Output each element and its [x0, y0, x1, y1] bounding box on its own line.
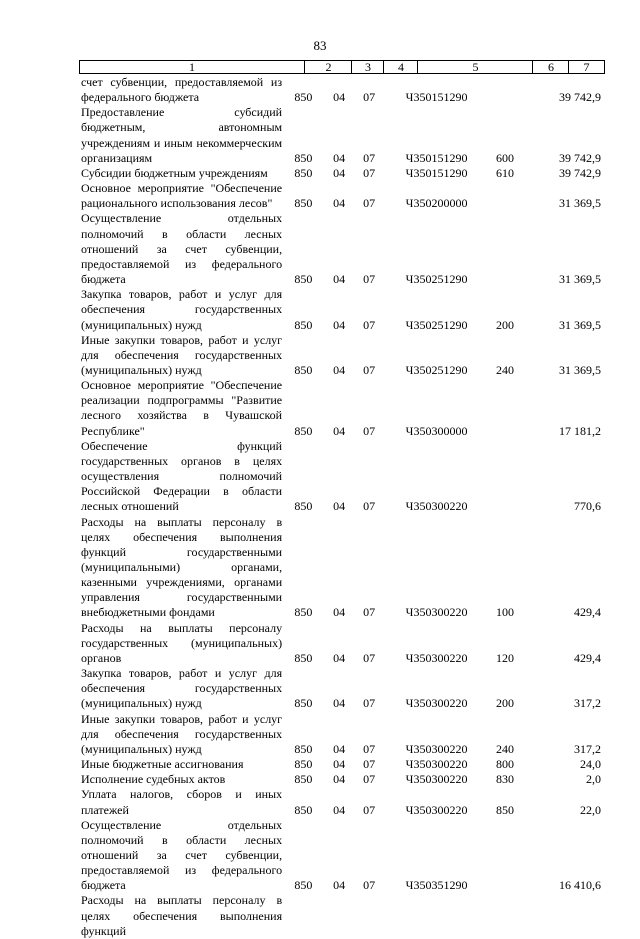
row-section: 04 [333, 90, 346, 105]
row-subsection: 07 [363, 772, 376, 787]
table-row [79, 893, 605, 938]
row-description: Обеспечение функций государственных органов в целях осуществления полномочий Российской Федерации в области лесных отношений [81, 438, 283, 514]
row-amount: 429,4 [573, 650, 601, 665]
row-section: 04 [333, 605, 346, 620]
row-section: 04 [333, 741, 346, 756]
row-section: 04 [333, 772, 346, 787]
row-section: 04 [333, 423, 346, 438]
row-target-code: Ч350300000 [405, 423, 468, 438]
row-section: 04 [333, 196, 346, 211]
row-target-code: Ч350251290 [405, 362, 468, 377]
header-col-7: 7 [568, 61, 604, 73]
row-ministry-code: 850 [294, 362, 313, 377]
table-row [79, 757, 605, 772]
row-target-code: Ч350300220 [405, 605, 468, 620]
row-ministry-code: 850 [294, 757, 313, 772]
row-description: Закупка товаров, работ и услуг для обеспечения государственных (муниципальных) нужд [81, 666, 283, 711]
row-target-code: Ч350200000 [405, 196, 468, 211]
row-expense-type: 850 [495, 802, 514, 817]
row-description: Осуществление отдельных полномочий в области лесных отношений за счет субвенции, предоставляемой из федерального бюджета [81, 211, 283, 287]
row-expense-type: 830 [495, 772, 514, 787]
row-description: Иные закупки товаров, работ и услуг для обеспечения государственных (муниципальных) нужд [81, 332, 283, 377]
row-description: Закупка товаров, работ и услуг для обеспечения государственных (муниципальных) нужд [81, 287, 283, 332]
row-amount: 770,6 [573, 499, 601, 514]
row-subsection: 07 [363, 423, 376, 438]
header-col-1: 1 [189, 60, 195, 74]
row-amount: 31 369,5 [558, 317, 601, 332]
header-col-3: 3 [351, 61, 384, 73]
row-amount: 31 369,5 [558, 196, 601, 211]
row-ministry-code: 850 [294, 741, 313, 756]
table-row [79, 75, 605, 105]
row-section: 04 [333, 362, 346, 377]
row-amount: 17 181,2 [558, 423, 601, 438]
row-section: 04 [333, 499, 346, 514]
row-amount: 2,0 [585, 772, 601, 787]
row-description: Иные закупки товаров, работ и услуг для обеспечения государственных (муниципальных) нужд [81, 711, 283, 756]
row-subsection: 07 [363, 802, 376, 817]
row-target-code: Ч350300220 [405, 757, 468, 772]
row-ministry-code: 850 [294, 272, 313, 287]
row-expense-type: 240 [495, 741, 514, 756]
row-section: 04 [333, 150, 346, 165]
row-description: Расходы на выплаты персоналу государственных (муниципальных) органов [81, 620, 283, 665]
row-target-code: Ч350300220 [405, 650, 468, 665]
row-description: Иные бюджетные ассигнования [81, 757, 244, 772]
header-col-5: 5 [417, 61, 533, 73]
row-section: 04 [333, 272, 346, 287]
header-col-6: 6 [532, 61, 569, 73]
row-amount: 31 369,5 [558, 272, 601, 287]
row-expense-type: 610 [495, 165, 514, 180]
row-ministry-code: 850 [294, 772, 313, 787]
row-target-code: Ч350251290 [405, 272, 468, 287]
row-subsection: 07 [363, 650, 376, 665]
table-row [79, 515, 605, 621]
row-description: Субсидии бюджетным учреждениям [81, 165, 268, 180]
row-subsection: 07 [363, 696, 376, 711]
row-expense-type: 240 [495, 362, 514, 377]
row-target-code: Ч350300220 [405, 499, 468, 514]
row-description: Расходы на выплаты персоналу в целях обеспечения выполнения функций [81, 893, 283, 938]
row-amount: 31 369,5 [558, 362, 601, 377]
table-row [79, 181, 605, 211]
row-ministry-code: 850 [294, 696, 313, 711]
row-subsection: 07 [363, 757, 376, 772]
row-description: Предоставление субсидий бюджетным, автономным учреждениям и иным некоммерческим организациям [81, 105, 283, 165]
row-ministry-code: 850 [294, 605, 313, 620]
row-subsection: 07 [363, 499, 376, 514]
row-amount: 39 742,9 [558, 165, 601, 180]
row-target-code: Ч350300220 [405, 696, 468, 711]
row-target-code: Ч350300220 [405, 772, 468, 787]
row-target-code: Ч350300220 [405, 741, 468, 756]
table-row [79, 287, 605, 332]
row-amount: 39 742,9 [558, 150, 601, 165]
row-subsection: 07 [363, 741, 376, 756]
page-number: 83 [313, 38, 327, 53]
row-expense-type: 200 [495, 317, 514, 332]
table-row [79, 772, 605, 787]
row-description: счет субвенции, предоставляемой из федерального бюджета [81, 75, 283, 105]
table-row [79, 712, 605, 757]
row-subsection: 07 [363, 165, 376, 180]
row-section: 04 [333, 165, 346, 180]
row-amount: 22,0 [579, 802, 601, 817]
table-body [79, 75, 605, 939]
row-target-code: Ч350151290 [405, 90, 468, 105]
row-target-code: Ч350151290 [405, 165, 468, 180]
table-row [79, 818, 605, 894]
row-description: Исполнение судебных актов [81, 772, 226, 787]
row-subsection: 07 [363, 90, 376, 105]
row-amount: 24,0 [579, 757, 601, 772]
row-expense-type: 800 [495, 757, 514, 772]
row-amount: 429,4 [573, 605, 601, 620]
row-ministry-code: 850 [294, 90, 313, 105]
row-target-code: Ч350300220 [405, 802, 468, 817]
table-row [79, 621, 605, 666]
row-ministry-code: 850 [294, 423, 313, 438]
header-col-4: 4 [383, 61, 418, 73]
row-section: 04 [333, 802, 346, 817]
row-description: Осуществление отдельных полномочий в области лесных отношений за счет субвенции, предоставляемой из федерального бюджета [81, 817, 283, 893]
row-section: 04 [333, 757, 346, 772]
table-row [79, 211, 605, 287]
row-subsection: 07 [363, 196, 376, 211]
row-subsection: 07 [363, 878, 376, 893]
row-subsection: 07 [363, 317, 376, 332]
row-ministry-code: 850 [294, 317, 313, 332]
row-ministry-code: 850 [294, 150, 313, 165]
row-ministry-code: 850 [294, 878, 313, 893]
table-row [79, 105, 605, 166]
header-col-2: 2 [304, 61, 352, 73]
table-row [79, 166, 605, 181]
table-row [79, 378, 605, 439]
row-expense-type: 200 [495, 696, 514, 711]
row-section: 04 [333, 878, 346, 893]
row-expense-type: 600 [495, 150, 514, 165]
row-description: Основное мероприятие "Обеспечение реализации подпрограммы "Развитие лесного хозяйства в Чувашской Республике" [81, 378, 283, 438]
row-amount: 39 742,9 [558, 90, 601, 105]
row-description: Уплата налогов, сборов и иных платежей [81, 787, 283, 817]
row-subsection: 07 [363, 272, 376, 287]
row-target-code: Ч350351290 [405, 878, 468, 893]
row-ministry-code: 850 [294, 650, 313, 665]
row-amount: 317,2 [573, 741, 601, 756]
row-expense-type: 120 [495, 650, 514, 665]
row-description: Расходы на выплаты персоналу в целях обеспечения выполнения функций государственными (муниципальными) органами, казенными учреждениями, органами управления государственными внебюджетными фондами [81, 514, 283, 620]
table-row [79, 439, 605, 515]
row-description: Основное мероприятие "Обеспечение рационального использования лесов" [81, 181, 283, 211]
table-row [79, 666, 605, 711]
row-target-code: Ч350151290 [405, 150, 468, 165]
row-section: 04 [333, 696, 346, 711]
row-section: 04 [333, 317, 346, 332]
row-subsection: 07 [363, 605, 376, 620]
row-amount: 317,2 [573, 696, 601, 711]
row-section: 04 [333, 650, 346, 665]
table-row [79, 333, 605, 378]
row-ministry-code: 850 [294, 196, 313, 211]
row-target-code: Ч350251290 [405, 317, 468, 332]
table-row [79, 787, 605, 817]
row-amount: 16 410,6 [558, 878, 601, 893]
table-header [79, 60, 605, 74]
row-ministry-code: 850 [294, 165, 313, 180]
row-expense-type: 100 [495, 605, 514, 620]
row-ministry-code: 850 [294, 499, 313, 514]
row-subsection: 07 [363, 362, 376, 377]
row-subsection: 07 [363, 150, 376, 165]
row-ministry-code: 850 [294, 802, 313, 817]
